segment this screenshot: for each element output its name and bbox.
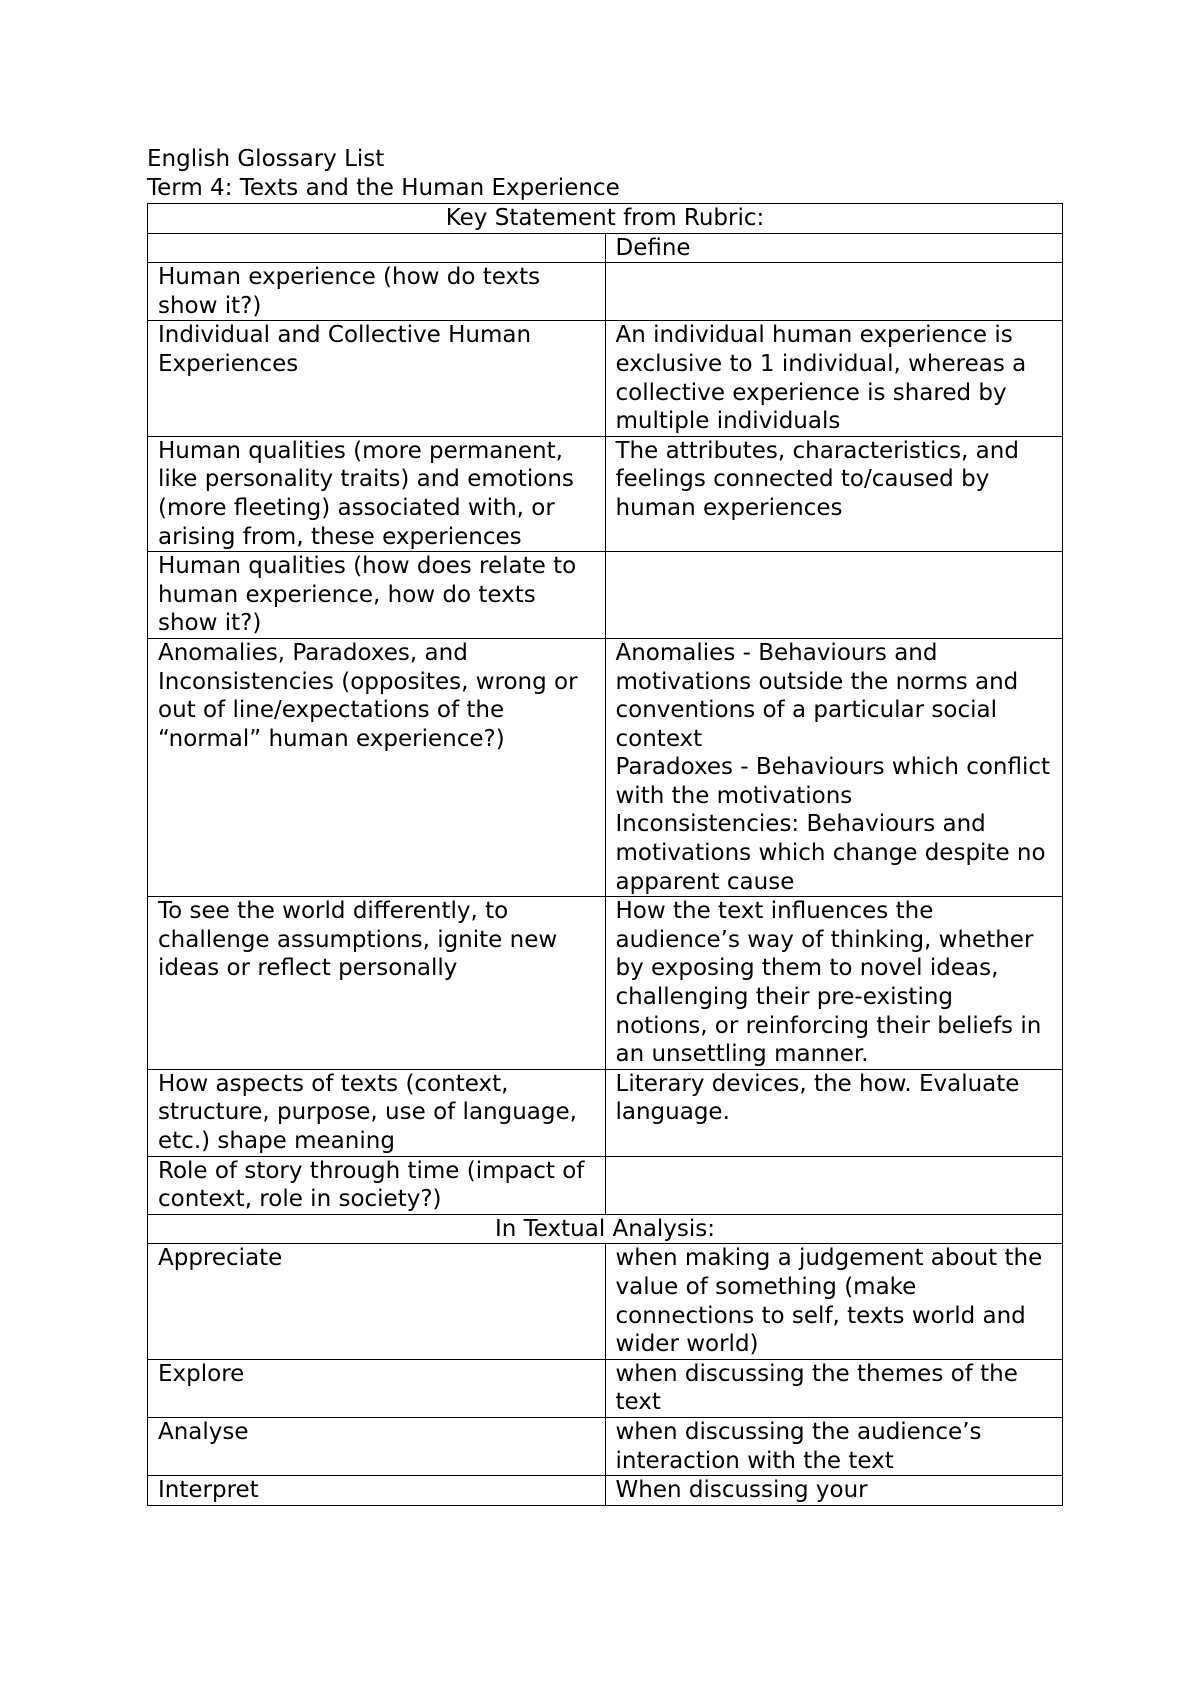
table-row [148,1069,1063,1156]
table-row [148,638,1063,896]
term-cell: Role of story through time (impact of context, role in society?) [148,1156,606,1214]
term-cell: Explore [148,1359,606,1417]
definition-cell: when discussing the themes of the text [605,1359,1063,1417]
term-cell: Anomalies, Paradoxes, and Inconsistencies (opposites, wrong or out of line/expectations of the “normal” human experience?) [148,638,606,896]
term-cell: To see the world differently, to challenge assumptions, ignite new ideas or reflect personally [148,897,606,1070]
column-header-define: Define [605,233,1063,263]
table-row [148,552,1063,639]
table-row [148,1417,1063,1475]
column-header-term [148,233,606,263]
document-subtitle: Term 4: Texts and the Human Experience [147,175,620,201]
definition-cell [605,552,1063,639]
term-cell: Analyse [148,1417,606,1475]
term-cell: Human qualities (how does relate to human experience, how do texts show it?) [148,552,606,639]
section-header-analysis: In Textual Analysis: [148,1214,1063,1244]
section-header-row [148,204,1063,234]
term-cell: Interpret [148,1476,606,1506]
table-row [148,436,1063,551]
definition-cell: The attributes, characteristics, and feelings connected to/caused by human experiences [605,436,1063,551]
definition-cell: An individual human experience is exclusive to 1 individual, whereas a collective experience is shared by multiple individuals [605,321,1063,436]
table-row [148,1156,1063,1214]
term-cell: Human qualities (more permanent, like personality traits) and emotions (more fleeting) associated with, or arising from, these experiences [148,436,606,551]
definition-anomalies: Anomalies - Behaviours and motivations outside the norms and conventions of a particular social context [615,639,1019,752]
table-row [148,897,1063,1070]
term-cell: Appreciate [148,1244,606,1359]
document-page [147,145,1063,1506]
table-row [148,1359,1063,1417]
definition-cell [605,263,1063,321]
column-header-row [148,233,1063,263]
definition-inconsistencies: Inconsistencies: Behaviours and motivations which change despite no apparent cause [615,811,1046,895]
definition-cell [605,638,1063,896]
term-cell: How aspects of texts (context, structure, purpose, use of language, etc.) shape meaning [148,1069,606,1156]
section-header-row [148,1214,1063,1244]
definition-cell [605,1156,1063,1214]
document-title: English Glossary List [147,146,385,172]
definition-cell: when making a judgement about the value of something (make connections to self, texts world and wider world) [605,1244,1063,1359]
table-row [148,1244,1063,1359]
term-cell: Individual and Collective Human Experiences [148,321,606,436]
glossary-table [147,203,1063,1506]
definition-cell: Literary devices, the how. Evaluate language. [605,1069,1063,1156]
definition-paradoxes: Paradoxes - Behaviours which conflict with the motivations [615,754,1051,809]
term-cell: Human experience (how do texts show it?) [148,263,606,321]
table-row [148,1476,1063,1506]
definition-cell: when discussing the audience’s interaction with the text [605,1417,1063,1475]
definition-cell: When discussing your [605,1476,1063,1506]
definition-cell: How the text influences the audience’s way of thinking, whether by exposing them to novel ideas, challenging their pre-existing notions, or reinforcing their beliefs in an unsettling manner. [605,897,1063,1070]
section-header-rubric: Key Statement from Rubric: [148,204,1063,234]
table-row [148,263,1063,321]
table-row [148,321,1063,436]
